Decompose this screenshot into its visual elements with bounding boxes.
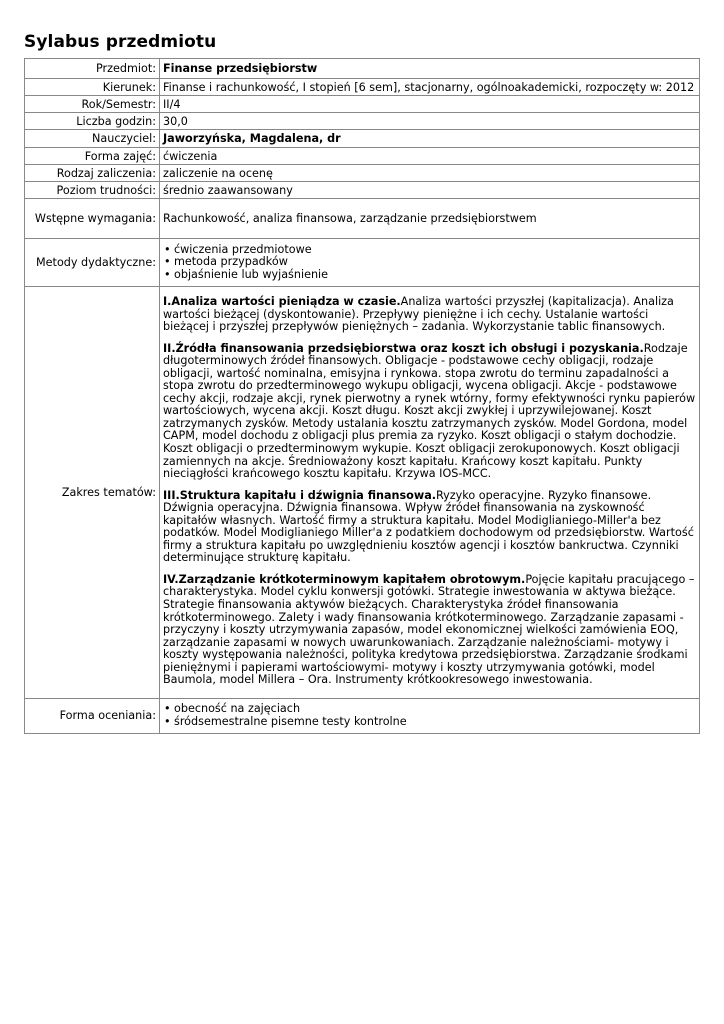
row-przedmiot: [25, 59, 700, 79]
topic-heading: I.Analiza wartości pieniądza w czasie.: [163, 295, 401, 308]
topic-text: Analiza wartości przyszłej (kapitalizacja). Analiza wartości bieżącej (dyskontowanie). Przepływy pieniężne i ich cechy. Ustalanie wartości bieżącej i przyszłej przepływów pieniężnych – zadania. Wykorzystanie tablic finansowych.: [163, 295, 674, 334]
topic-heading: III.Struktura kapitału i dźwignia finansowa.: [163, 488, 437, 502]
syllabus-table: [24, 58, 700, 734]
topic-text: Ryzyko operacyjne. Ryzyko finansowe. Dźwignia operacyjna. Dźwignia finansowa. Wpływ źródeł finansowania na zyskowność kapitałów własnych. Wartość firmy a struktura kapitału. Model Modiglianiego-Miller'a bez podatków. Model Modiglianiego Miller'a z podatkiem dochodowym od przedsiębiorstw. Wartość firmy a struktura kapitału po uwzględnieniu kosztów agencji i kosztów bankructwa. Czynniki determinujące strukturę kapitału.: [163, 488, 694, 565]
label-kierunek: Kierunek:: [25, 79, 160, 96]
metody-list: [163, 244, 696, 282]
label-zaliczenie: Rodzaj zaliczenia:: [25, 165, 160, 182]
topic-heading: IV.Zarządzanie krótkoterminowym kapitałem obrotowym.: [163, 572, 526, 586]
topic-text: Rodzaje długoterminowych źródeł finansowych. Obligacje - podstawowe cechy obligacji, rodzaje obligacji, wartość nominalna, emisyjna i rynkowa. stopa zwrotu do terminu zapadalności a stopa zwrotu do przedterminowego wykupu obligacji, wycena obligacji. Akcje - podstawowe cechy akcji, rodzaje akcji, rynek pierwotny a rynek wtórny, formy efektywności rynku papierów wartościowych, wycena akcji. Koszt długu. Koszt akcji zwykłej i uprzywilejowanej. Koszt zatrzymanych zysków. Metody ustalania kosztu zatrzymanych zysków. Model Gordona, model CAPM, model dochodu z obligacji plus premia za ryzyko. Koszt obligacji o stałym dochodzie. Koszt obligacji o przedterminowym wykupie. Koszt obligacji zerokuponowych. Koszt obligacji zamiennych na akcje. Średnioważony koszt kapitału. Krańcowy koszt kapitału. Punkty nieciągłości krańcowego kosztu kapitału. Krzywa IOS-MCC.: [163, 341, 696, 481]
row-metody: [25, 239, 700, 287]
label-forma-zajec: Forma zajęć:: [25, 148, 160, 165]
value-metody: [160, 239, 700, 287]
value-zaliczenie: zaliczenie na ocenę: [160, 165, 700, 182]
label-ocenianie: Forma oceniania:: [25, 698, 160, 733]
value-rok: II/4: [160, 96, 700, 113]
label-godziny: Liczba godzin:: [25, 113, 160, 130]
label-przedmiot: Przedmiot:: [25, 59, 160, 79]
row-nauczyciel: [25, 130, 700, 148]
row-wymagania: [25, 199, 700, 239]
ocenianie-list: [163, 703, 696, 728]
topic-4: [163, 574, 696, 687]
page-title: Sylabus przedmiotu: [24, 32, 217, 52]
list-item: • ćwiczenia przedmiotowe: [163, 244, 696, 257]
row-rok: [25, 96, 700, 113]
label-rok: Rok/Semestr:: [25, 96, 160, 113]
label-trudnosc: Poziom trudności:: [25, 182, 160, 199]
row-forma-zajec: [25, 148, 700, 165]
label-metody: Metody dydaktyczne:: [25, 239, 160, 287]
list-item: • obecność na zajęciach: [163, 703, 696, 716]
list-item: • objaśnienie lub wyjaśnienie: [163, 269, 696, 282]
list-item: • metoda przypadków: [163, 256, 696, 269]
value-godziny: 30,0: [160, 113, 700, 130]
value-ocenianie: [160, 698, 700, 733]
value-przedmiot: Finanse przedsiębiorstw: [160, 59, 700, 79]
value-wymagania: Rachunkowość, analiza finansowa, zarządzanie przedsiębiorstwem: [160, 199, 700, 239]
value-zakres: [160, 287, 700, 699]
label-wymagania: Wstępne wymagania:: [25, 199, 160, 239]
topic-text: Pojęcie kapitału pracującego – charakterystyka. Model cyklu konwersji gotówki. Strategie inwestowania w aktywa bieżące. Strategie finansowania aktywów bieżących. Charakterystyka źródeł finansowania krótkoterminowego. Zalety i wady finansowania krótkoterminowego. Zarządzanie zapasami - przyczyny i koszty utrzymywania zapasów, model ekonomicznej wielkości zamówienia EOQ, zarządzanie zapasami w nowych uwarunkowaniach. Zarządzanie należnościami- motywy i koszty występowania należności, polityka kredytowa przedsiębiorstwa. Zarządzanie środkami pieniężnymi i papierami wartościowymi- motywy i koszty utrzymywania gotówki, model Baumola, model Millera – Ora. Instrumenty krótkookresowego inwestowania.: [163, 572, 695, 687]
topic-1: [163, 296, 696, 334]
row-godziny: [25, 113, 700, 130]
label-zakres: Zakres tematów:: [25, 287, 160, 699]
value-trudnosc: średnio zaawansowany: [160, 182, 700, 199]
row-trudnosc: [25, 182, 700, 199]
value-nauczyciel: Jaworzyńska, Magdalena, dr: [160, 130, 700, 148]
value-kierunek: Finanse i rachunkowość, I stopień [6 sem], stacjonarny, ogólnoakademicki, rozpoczęty w: 2012: [160, 79, 700, 96]
row-zaliczenie: [25, 165, 700, 182]
row-kierunek: [25, 79, 700, 96]
topic-2: [163, 343, 696, 481]
value-forma-zajec: ćwiczenia: [160, 148, 700, 165]
topic-heading: II.Źródła finansowania przedsiębiorstwa oraz koszt ich obsługi i pozyskania.: [163, 341, 644, 355]
row-ocenianie: [25, 698, 700, 733]
list-item: • śródsemestralne pisemne testy kontrolne: [163, 716, 696, 729]
label-nauczyciel: Nauczyciel:: [25, 130, 160, 148]
topic-3: [163, 490, 696, 565]
row-zakres: [25, 287, 700, 699]
